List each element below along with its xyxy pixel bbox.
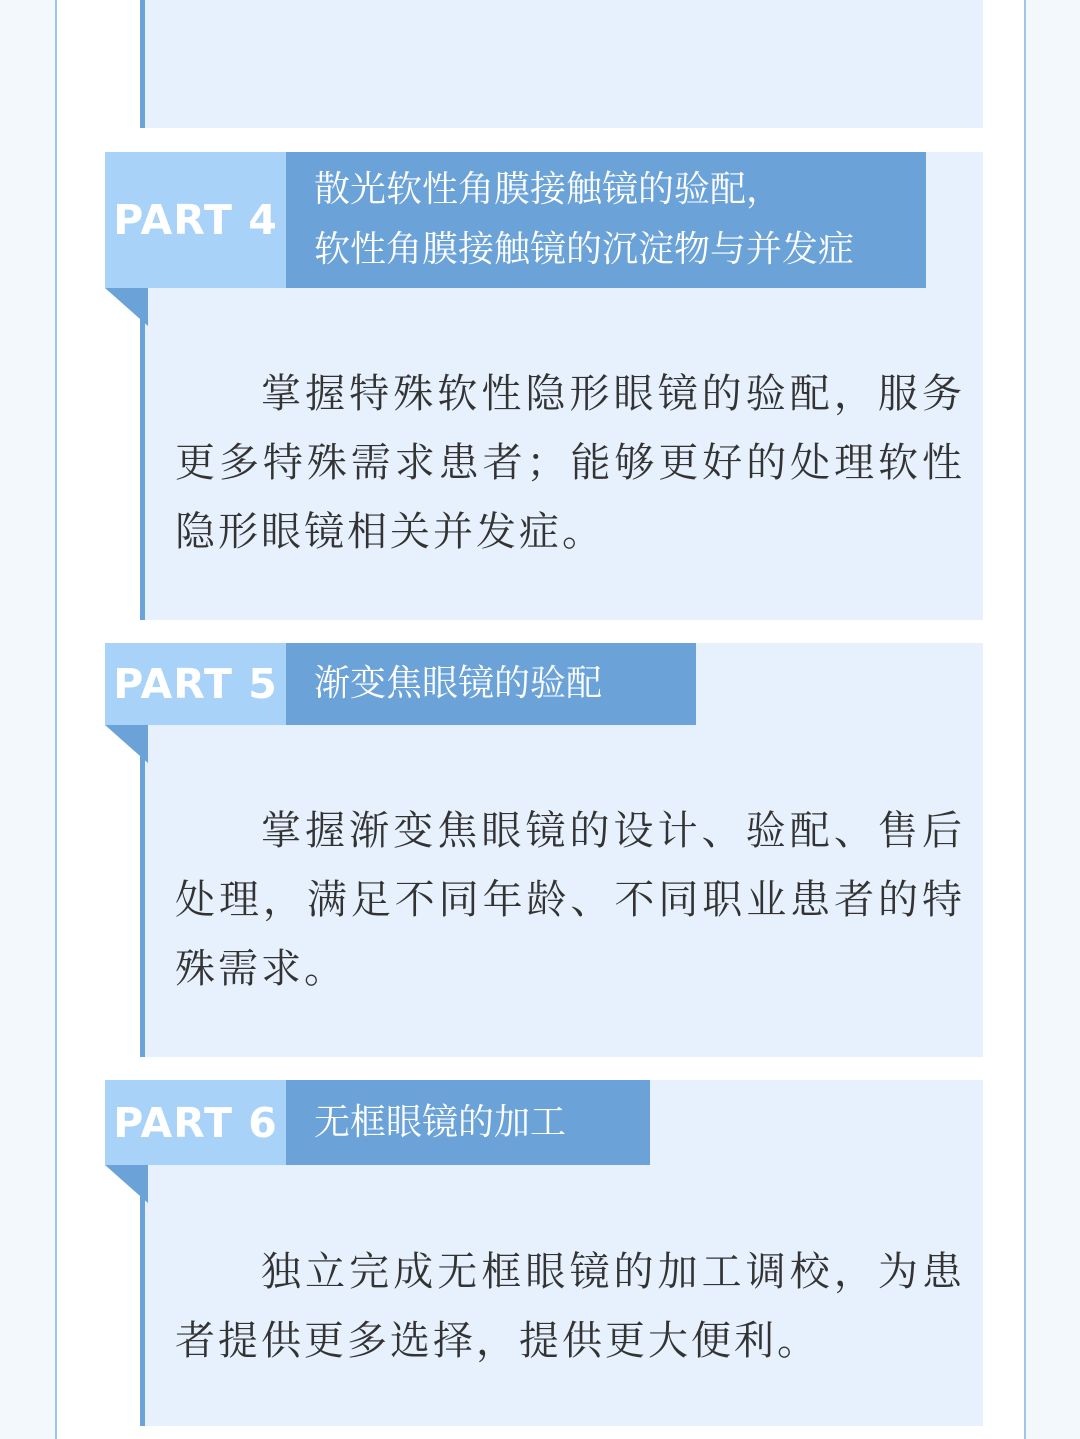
part-6-fold-corner	[105, 1165, 148, 1203]
previous-section-card	[140, 0, 983, 128]
part-4-fold-corner	[105, 288, 148, 326]
part-5-description: 掌握渐变焦眼镜的设计、验配、售后处理，满足不同年龄、不同职业患者的特殊需求。	[175, 808, 965, 992]
part-4-title	[286, 152, 926, 288]
part-4-label: PART 4	[105, 152, 286, 288]
part-4-description: 掌握特殊软性隐形眼镜的验配，服务更多特殊需求患者；能够更好的处理软性隐形眼镜相关并发症。	[175, 371, 965, 555]
part-6-description: 独立完成无框眼镜的加工调校，为患者提供更多选择，提供更大便利。	[175, 1249, 965, 1364]
part-6-title-line-1: 无框眼镜的加工	[314, 1101, 567, 1143]
part-5-title	[286, 643, 696, 725]
part-5-label: PART 5	[105, 643, 286, 725]
part-6-label: PART 6	[105, 1080, 286, 1165]
part-5-title-line-1: 渐变焦眼镜的验配	[314, 663, 603, 704]
part-4-title-line-1: 散光软性角膜接触镜的验配，	[314, 169, 783, 210]
part-6-title	[286, 1080, 650, 1165]
part-4-title-line-2: 软性角膜接触镜的沉淀物与并发症	[314, 229, 855, 270]
part-5-fold-corner	[105, 725, 148, 763]
